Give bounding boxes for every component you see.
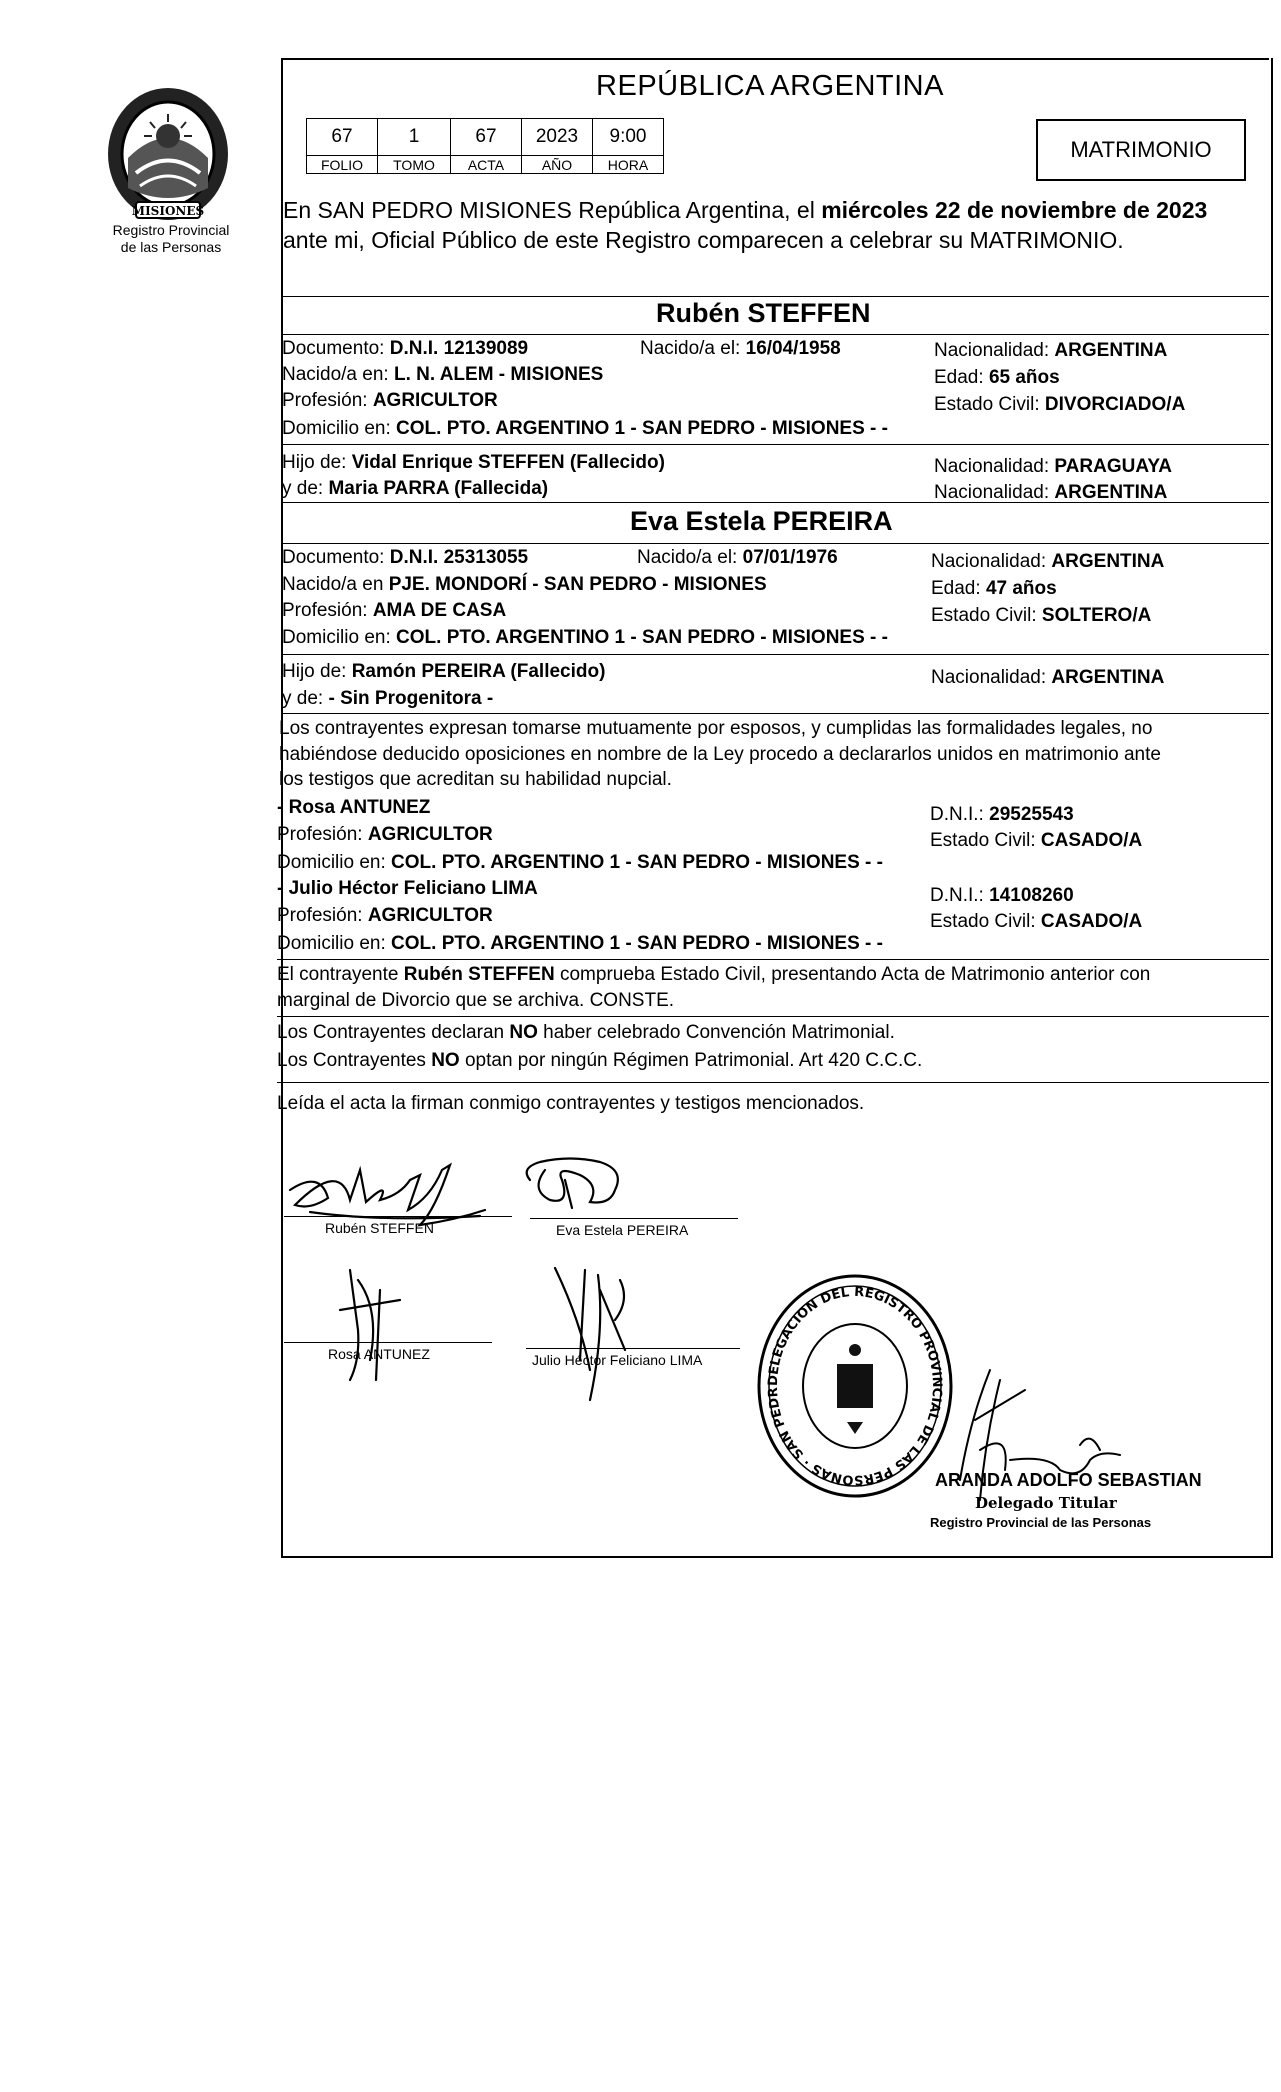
note-text: comprueba Estado Civil, presentando Acta de Matrimonio anterior con [559,964,1151,985]
value: L. N. ALEM - MISIONES [393,364,604,385]
value: D.N.I. 25313055 [389,547,529,568]
folio-label: FOLIO [307,156,378,174]
bride-birthdate [637,547,838,569]
intro-pre: En [283,197,312,223]
svg-text:MISIONES: MISIONES [131,204,205,218]
bride-father-nationality [931,667,1164,689]
bride-signature-caption: Eva Estela PEREIRA [556,1222,689,1238]
label: Domicilio en: [282,418,391,439]
value: AGRICULTOR [372,390,498,411]
label: Estado Civil: [931,605,1037,626]
note-text: optan por ningún Régimen Patrimonial. Art 420 C.C.C. [464,1050,923,1071]
signature-line [284,1342,492,1343]
label: Hijo de: [282,661,347,682]
bride-father [282,661,605,683]
acta-value: 67 [451,119,522,156]
anio-label: AÑO [522,156,593,174]
bride-age [931,578,1057,600]
bride-name: Eva Estela PEREIRA [630,506,893,536]
groom-civil-status [934,394,1185,416]
value: AGRICULTOR [367,824,493,845]
label: Nacionalidad: [931,551,1047,572]
witness-1-name [277,797,430,819]
label: Profesión: [277,824,363,845]
declaration-line-3: los testigos que acreditan su habilidad nupcial. [279,769,672,790]
groom-signature-caption: Rubén STEFFEN [325,1220,434,1236]
acta-label: ACTA [451,156,522,174]
intro-line-2: ante mi, Oficial Público de este Registro comparecen a celebrar su MATRIMONIO. [283,227,1124,253]
label: Domicilio en: [282,627,391,648]
note-name: Rubén STEFFEN [403,964,555,985]
label: Nacionalidad: [934,340,1050,361]
value: AMA DE CASA [372,600,507,621]
value: SOLTERO/A [1041,605,1152,626]
label: Nacionalidad: [934,482,1050,503]
hora-value: 9:00 [593,119,664,156]
registry-caption [86,222,256,256]
value: CASADO/A [1040,830,1143,851]
note-text: El contrayente [277,964,399,985]
groom-father [282,452,665,474]
label: Profesión: [282,390,368,411]
divider [277,959,1269,960]
registry-caption-line1: Registro Provincial [112,222,230,238]
groom-address [282,418,888,440]
label: Profesión: [282,600,368,621]
label: y de: [282,688,324,709]
intro-date: miércoles 22 de noviembre de 2023 [821,197,1208,223]
label: Nacido/a en [282,574,384,595]
value: PJE. MONDORÍ - SAN PEDRO - MISIONES [388,574,767,595]
value: COL. PTO. ARGENTINO 1 - SAN PEDRO - MISIONES - - [391,852,883,873]
groom-birthdate [640,338,841,360]
groom-mother [282,478,548,500]
civil-status-note-line-2: marginal de Divorcio que se archiva. CONSTE. [277,990,675,1011]
groom-profession [282,390,498,412]
note-no: NO [509,1022,538,1043]
value: - Rosa ANTUNEZ [277,797,431,818]
label: Nacido/a el: [640,338,741,359]
convention-note [277,1022,895,1044]
witness-2-signature-caption: Julio Héctor Feliciano LIMA [532,1352,703,1368]
signature-line [530,1218,738,1219]
label: Documento: [282,338,385,359]
value: COL. PTO. ARGENTINO 1 - SAN PEDRO - MISIONES - - [396,627,888,648]
divider [277,1082,1269,1083]
value: PARAGUAYA [1054,456,1172,477]
value: ARGENTINA [1051,667,1165,688]
groom-nationality [934,340,1167,362]
divider [281,543,1269,544]
witness-1-signature-caption: Rosa ANTUNEZ [328,1346,430,1362]
value: 14108260 [989,885,1074,906]
label: Estado Civil: [930,830,1036,851]
folio-value: 67 [307,119,378,156]
bride-civil-status [931,605,1151,627]
value: ARGENTINA [1054,482,1168,503]
record-type-box: MATRIMONIO [1036,119,1246,181]
label: D.N.I.: [930,804,984,825]
value: COL. PTO. ARGENTINO 1 - SAN PEDRO - MISIONES - - [391,933,883,954]
groom-mother-nationality [934,482,1167,504]
official-seal [755,1272,955,1500]
label: Nacionalidad: [931,667,1047,688]
value: AGRICULTOR [367,905,493,926]
bride-nationality [931,551,1164,573]
label: Edad: [931,578,981,599]
value: COL. PTO. ARGENTINO 1 - SAN PEDRO - MISIONES - - [396,418,888,439]
declaration-line-2: habiéndose deducido oposiciones en nombre de la Ley procedo a declararlos unidos en matrimonio ante [279,744,1161,765]
closing-statement: Leída el acta la firman conmigo contrayentes y testigos mencionados. [277,1093,865,1114]
groom-father-nationality [934,456,1172,478]
regime-note [277,1050,922,1072]
bride-profession [282,600,506,622]
note-text: Los Contrayentes [277,1050,426,1071]
note-text: Los Contrayentes declaran [277,1022,505,1043]
bride-birthplace [282,574,767,596]
value: 47 años [985,578,1057,599]
hora-label: HORA [593,156,664,174]
witness-2-dni [930,885,1074,907]
divider [281,296,1269,297]
bride-mother [282,688,493,710]
label: y de: [282,478,324,499]
witness-1-profession [277,824,493,846]
value: CASADO/A [1040,911,1143,932]
registrar-role: Delegado Titular [975,1494,1117,1512]
label: D.N.I.: [930,885,984,906]
label: Documento: [282,547,385,568]
divider [281,713,1269,714]
seal-text: DELEGACION DEL REGISTRO PROVINCIAL DE LAS PERSONAS · SAN PEDR [765,1284,945,1488]
value: 16/04/1958 [745,338,841,359]
provincial-emblem [98,78,238,226]
intro-place: SAN PEDRO MISIONES [317,197,572,223]
label: Nacido/a el: [637,547,738,568]
intro-mid: República Argentina, el [578,197,815,223]
label: Profesión: [277,905,363,926]
note-text: haber celebrado Convención Matrimonial. [543,1022,895,1043]
note-no: NO [431,1050,460,1071]
witness-2-address [277,933,883,955]
divider [281,444,1269,445]
signature-strokes [280,1150,740,1410]
witness-1-dni [930,804,1074,826]
value: Vidal Enrique STEFFEN (Fallecido) [351,452,665,473]
label: Estado Civil: [930,911,1036,932]
signature-line [526,1348,740,1349]
value: 07/01/1976 [742,547,838,568]
value: Maria PARRA (Fallecida) [328,478,549,499]
divider [281,502,1269,503]
groom-birthplace [282,364,603,386]
value: 65 años [988,367,1060,388]
label: Nacido/a en: [282,364,389,385]
label: Estado Civil: [934,394,1040,415]
bride-address [282,627,888,649]
witness-2-profession [277,905,493,927]
label: Domicilio en: [277,852,386,873]
tomo-label: TOMO [378,156,451,174]
label: Hijo de: [282,452,347,473]
value: - Julio Héctor Feliciano LIMA [277,878,538,899]
record-number-table [306,118,664,174]
page-title: REPÚBLICA ARGENTINA [596,70,944,102]
value: ARGENTINA [1054,340,1168,361]
label: Edad: [934,367,984,388]
groom-document [282,338,528,360]
witness-1-civil-status [930,830,1142,852]
value: Ramón PEREIRA (Fallecido) [351,661,606,682]
declaration-line-1: Los contrayentes expresan tomarse mutuamente por esposos, y cumplidas las formalidades legales, no [279,718,1153,739]
tomo-value: 1 [378,119,451,156]
signature-line [284,1216,512,1217]
divider [277,1016,1269,1017]
divider [281,654,1269,655]
groom-name: Rubén STEFFEN [656,298,871,328]
value: ARGENTINA [1051,551,1165,572]
label: Nacionalidad: [934,456,1050,477]
value: 29525543 [989,804,1074,825]
registrar-name: ARANDA ADOLFO SEBASTIAN [935,1470,1202,1490]
witness-1-address [277,852,883,874]
witness-2-civil-status [930,911,1142,933]
divider [281,334,1269,335]
registry-caption-line2: de las Personas [120,239,222,255]
intro-line-1 [283,196,1207,224]
frame-top-border [281,58,1269,60]
value: D.N.I. 12139089 [389,338,529,359]
value: DIVORCIADO/A [1044,394,1186,415]
groom-age [934,367,1060,389]
bride-document [282,547,528,569]
civil-status-note-line-1 [277,964,1150,986]
witness-2-name [277,878,538,900]
registrar-organization: Registro Provincial de las Personas [930,1515,1152,1530]
anio-value: 2023 [522,119,593,156]
value: - Sin Progenitora - [328,688,494,709]
label: Domicilio en: [277,933,386,954]
